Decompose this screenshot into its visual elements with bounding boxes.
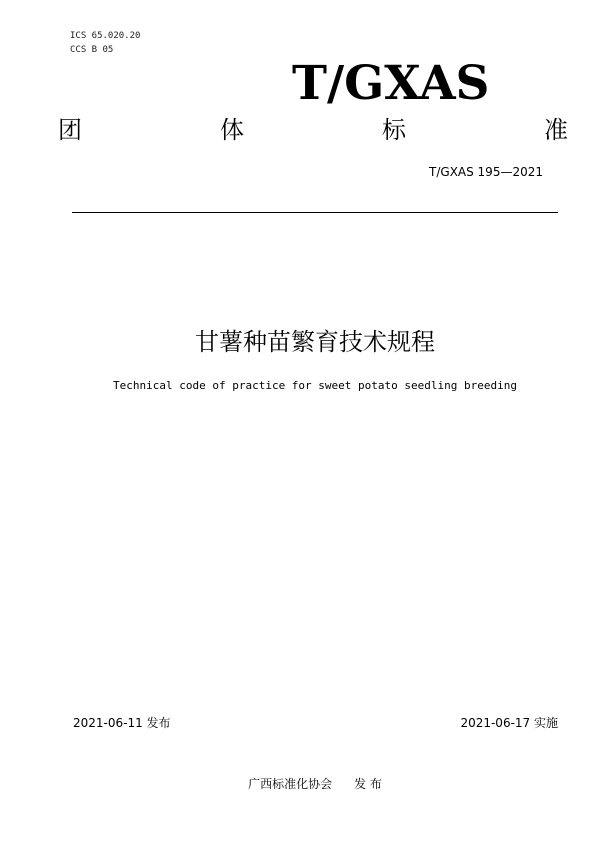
standard-type-char: 团	[58, 116, 82, 144]
document-title-english: Technical code of practice for sweet potato seedling breeding	[113, 379, 517, 392]
publisher-name: 广西标准化协会	[248, 777, 333, 791]
publisher-line	[200, 775, 430, 793]
standard-type-char: 标	[382, 116, 406, 144]
standard-logo: T/GXAS	[292, 56, 490, 111]
ccs-code: CCS B 05	[70, 45, 114, 55]
classification-codes	[70, 29, 140, 57]
standard-type-char: 体	[220, 116, 244, 144]
implementation-date: 2021-06-17 实施	[460, 716, 558, 730]
document-title-chinese: 甘薯种苗繁育技术规程	[195, 328, 435, 356]
ics-code: ICS 65.020.20	[70, 31, 141, 41]
header-divider	[72, 212, 558, 213]
standard-type-heading	[58, 113, 568, 147]
standard-number: T/GXAS 195—2021	[429, 165, 543, 179]
publish-label: 发 布	[354, 777, 382, 791]
standard-type-char: 准	[544, 116, 568, 144]
issue-date: 2021-06-11 发布	[73, 716, 171, 730]
